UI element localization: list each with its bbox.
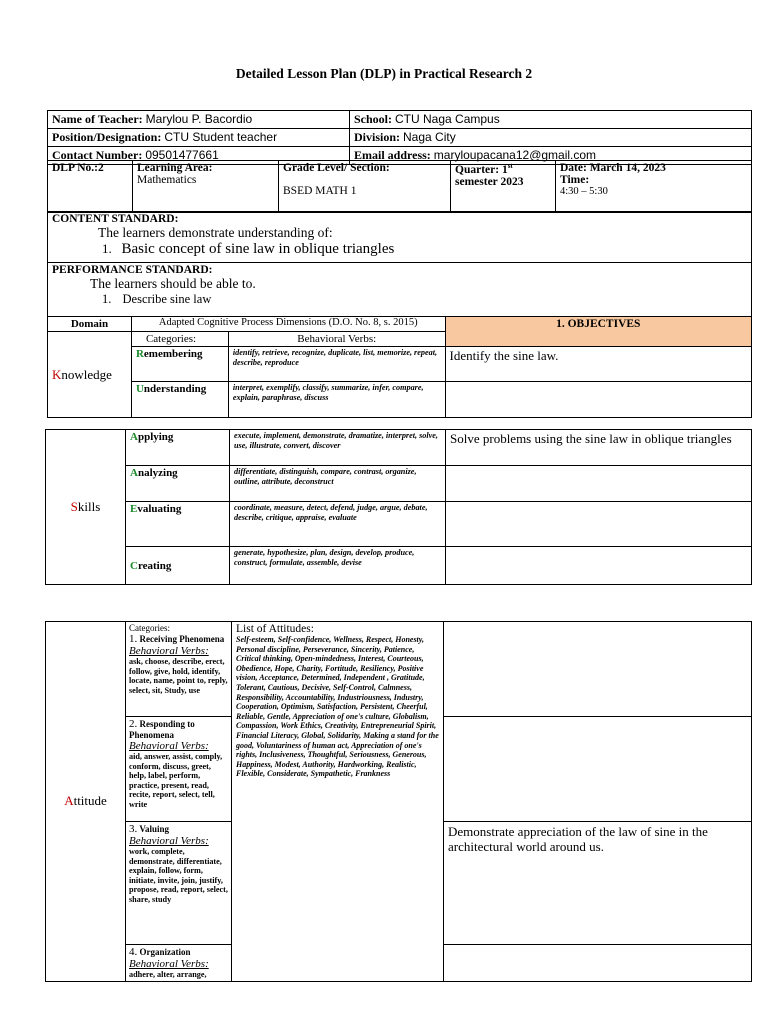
category-understanding — [131, 382, 228, 418]
receiving-objective — [444, 622, 752, 717]
quarter-value: semester 2023 — [455, 175, 524, 188]
categories-header: Categories: — [131, 332, 228, 347]
division-value: Naga City — [403, 130, 456, 144]
teacher-label: Name of Teacher: — [52, 112, 143, 126]
creating-objective — [446, 547, 752, 585]
organization-objective — [444, 945, 752, 982]
responding-verbs: aid, answer, assist, comply, conform, discuss, greet, help, label, perform, practice, present, read, recite, report, select, tell, write — [129, 752, 223, 809]
performance-standard-heading: PERFORMANCE STANDARD: — [52, 264, 213, 276]
creating-first: C — [130, 559, 138, 572]
content-standard-line2: Basic concept of sine law in oblique triangles — [121, 241, 395, 257]
grade-level-label: Grade Level/ Section: — [283, 162, 390, 174]
grade-level-cell — [279, 161, 451, 213]
remembering-objective: Identify the sine law. — [445, 347, 751, 382]
knowledge-first-letter: K — [52, 366, 62, 382]
valuing-num: 3. — [129, 823, 138, 835]
teacher-value: Marylou P. Bacordio — [145, 112, 253, 126]
dlp-table — [47, 160, 752, 213]
position-cell — [48, 129, 350, 147]
division-cell — [350, 129, 752, 147]
attitude-cat-responding — [126, 717, 232, 822]
attitude-list-label: List of Attitudes: — [236, 623, 314, 635]
dlp-number: DLP No.:2 — [48, 161, 133, 213]
skills-first-letter: S — [70, 499, 78, 514]
school-value: CTU Naga Campus — [395, 112, 500, 126]
email-value: maryloupacana12@gmail.com — [433, 148, 597, 162]
attitude-rest: ttitude — [73, 793, 107, 809]
receiving-num: 1. — [129, 633, 138, 645]
responding-bv-label: Behavioral Verbs: — [129, 740, 209, 752]
category-analyzing — [126, 466, 230, 502]
attitude-list-cell — [232, 622, 444, 982]
standards-table — [47, 211, 752, 418]
responding-name: Responding to Phenomena — [129, 719, 195, 740]
organization-bv-label: Behavioral Verbs: — [129, 958, 209, 970]
organization-verbs: adhere, alter, arrange, — [129, 970, 207, 979]
evaluating-first: E — [130, 503, 138, 515]
skills-table — [45, 429, 752, 585]
attitude-cat-valuing — [126, 822, 232, 945]
creating-rest: reating — [137, 559, 172, 572]
attitude-domain — [46, 622, 126, 982]
performance-standard-cell — [48, 263, 752, 317]
learning-area-value: Mathematics — [137, 174, 197, 186]
responding-objective — [444, 717, 752, 822]
attitude-first-letter: A — [64, 793, 74, 809]
email-label: Email address: — [354, 148, 431, 162]
acpd-header: Adapted Cognitive Process Dimensions (D.O. No. 8, s. 2015) — [131, 317, 445, 332]
understanding-rest: nderstanding — [143, 383, 207, 395]
date-label: Date: March 14, 2023 — [560, 162, 666, 174]
remembering-first: R — [135, 348, 144, 360]
quarter-label: Quarter: 1 — [455, 163, 508, 176]
position-value: CTU Student teacher — [164, 130, 278, 144]
responding-num: 2. — [129, 718, 138, 730]
content-standard-line1: The learners demonstrate understanding of: — [98, 225, 333, 240]
analyzing-verbs: differentiate, distinguish, compare, contrast, organize, outline, attribute, deconstruct — [230, 466, 446, 502]
performance-standard-line1: The learners should be able to. — [90, 276, 256, 291]
skills-rest: kills — [77, 499, 101, 514]
verbs-header: Behavioral Verbs: — [228, 332, 445, 347]
contact-label: Contact Number: — [52, 148, 143, 162]
applying-first: A — [130, 431, 138, 443]
attitude-cat-organization — [126, 945, 232, 982]
understanding-first: U — [135, 383, 144, 395]
creating-verbs: generate, hypothesize, plan, design, develop, produce, construct, formulate, assemble, devise — [230, 547, 446, 585]
valuing-bv-label: Behavioral Verbs: — [129, 835, 209, 847]
grade-level-value: BSED MATH 1 — [283, 185, 357, 197]
position-label: Position/Designation: — [52, 130, 162, 144]
quarter-cell — [451, 161, 556, 213]
applying-objective: Solve problems using the sine law in oblique triangles — [446, 430, 752, 466]
time-label: Time: — [560, 174, 590, 186]
receiving-bv-label: Behavioral Verbs: — [129, 645, 209, 657]
evaluating-verbs: coordinate, measure, detect, defend, judge, argue, debate, describe, critique, appraise, evaluate — [230, 502, 446, 547]
organization-num: 4. — [129, 946, 138, 958]
content-standard-cell — [48, 212, 752, 263]
school-label: School: — [354, 112, 393, 126]
date-cell — [556, 161, 752, 213]
category-remembering — [131, 347, 228, 382]
knowledge-rest: nowledge — [61, 366, 112, 382]
performance-standard-line2: Describe sine law — [122, 292, 212, 306]
analyzing-first: A — [130, 467, 138, 479]
knowledge-domain — [48, 332, 132, 418]
category-applying — [126, 430, 230, 466]
division-label: Division: — [354, 130, 401, 144]
analyzing-objective — [446, 466, 752, 502]
evaluating-objective — [446, 502, 752, 547]
organization-name: Organization — [139, 947, 191, 957]
content-standard-heading: CONTENT STANDARD: — [52, 213, 179, 225]
valuing-objective: Demonstrate appreciation of the law of sine in the architectural world around us. — [444, 822, 752, 945]
attitude-cat-receiving — [126, 622, 232, 717]
attitude-table — [45, 621, 752, 982]
understanding-objective — [445, 382, 751, 418]
learning-area-cell — [133, 161, 279, 213]
learning-area-label: Learning Area: — [137, 162, 213, 174]
valuing-verbs: work, complete, demonstrate, differentiate, explain, follow, form, initiate, invite, join, justify, propose, read, report, select, share, study — [129, 847, 228, 904]
skills-domain — [46, 430, 126, 585]
domain-header: Domain — [48, 317, 132, 332]
receiving-name: Receiving Phenomena — [139, 634, 225, 644]
remembering-rest: emembering — [143, 348, 203, 360]
category-evaluating — [126, 502, 230, 547]
content-standard-number: 1. — [102, 241, 112, 256]
document-title: Detailed Lesson Plan (DLP) in Practical Research 2 — [235, 66, 533, 81]
attitude-list: Self-esteem, Self-confidence, Wellness, Respect, Honesty, Personal discipline, Perseverance, Sincerity, Patience, Critical thinking, Open-mindedness, Interest, Courteous, Obedience, Hope, Charity, Fortitude, Resiliency, Positive vision, Acceptance, Determined, Independent , Gratitude, Tolerant, Cautious, Decisive, Self-Control, Calmness, Responsibility, Accountability, Industriousness, Industry, Cooperation, Optimism, Satisfaction, Persistent, Cheerful, Reliable, Gentle, Appreciation of one's culture, Globalism, Compassion, Work Ethics, Creativity, Entrepreneurial Spirit, Financial Literacy, Global, Solidarity, Making a stand for the good, Voluntariness of human act, Appreciation of one's rights, Inclusiveness, Thoughtful, Seriousness, Generous, Happiness, Modest, Authority, Hardworking, Realistic, Flexible, Considerate, Sympathetic, Frankness — [236, 635, 439, 779]
applying-rest: pplying — [137, 431, 174, 443]
analyzing-rest: nalyzing — [137, 467, 178, 479]
understanding-verbs: interpret, exemplify, classify, summarize, infer, compare, explain, paraphrase, discuss — [228, 382, 445, 418]
receiving-verbs: ask, choose, describe, erect, follow, give, hold, identify, locate, name, point to, reply, select, sit, Study, use — [129, 657, 228, 695]
evaluating-rest: valuating — [137, 503, 182, 515]
valuing-name: Valuing — [139, 824, 170, 834]
quarter-sup: st — [507, 162, 513, 170]
time-value: 4:30 – 5:30 — [560, 186, 608, 197]
objectives-header: 1. OBJECTIVES — [445, 317, 751, 347]
teacher-info-table — [47, 110, 752, 165]
teacher-cell — [48, 111, 350, 129]
contact-value: 09501477661 — [145, 148, 219, 162]
performance-standard-number: 1. — [102, 292, 112, 306]
category-creating — [126, 547, 230, 585]
attitude-categories-label: Categories: — [129, 623, 170, 633]
school-cell — [350, 111, 752, 129]
applying-verbs: execute, implement, demonstrate, dramatize, interpret, solve, use, illustrate, convert, discover — [230, 430, 446, 466]
remembering-verbs: identify, retrieve, recognize, duplicate, list, memorize, repeat, describe, reproduce — [228, 347, 445, 382]
